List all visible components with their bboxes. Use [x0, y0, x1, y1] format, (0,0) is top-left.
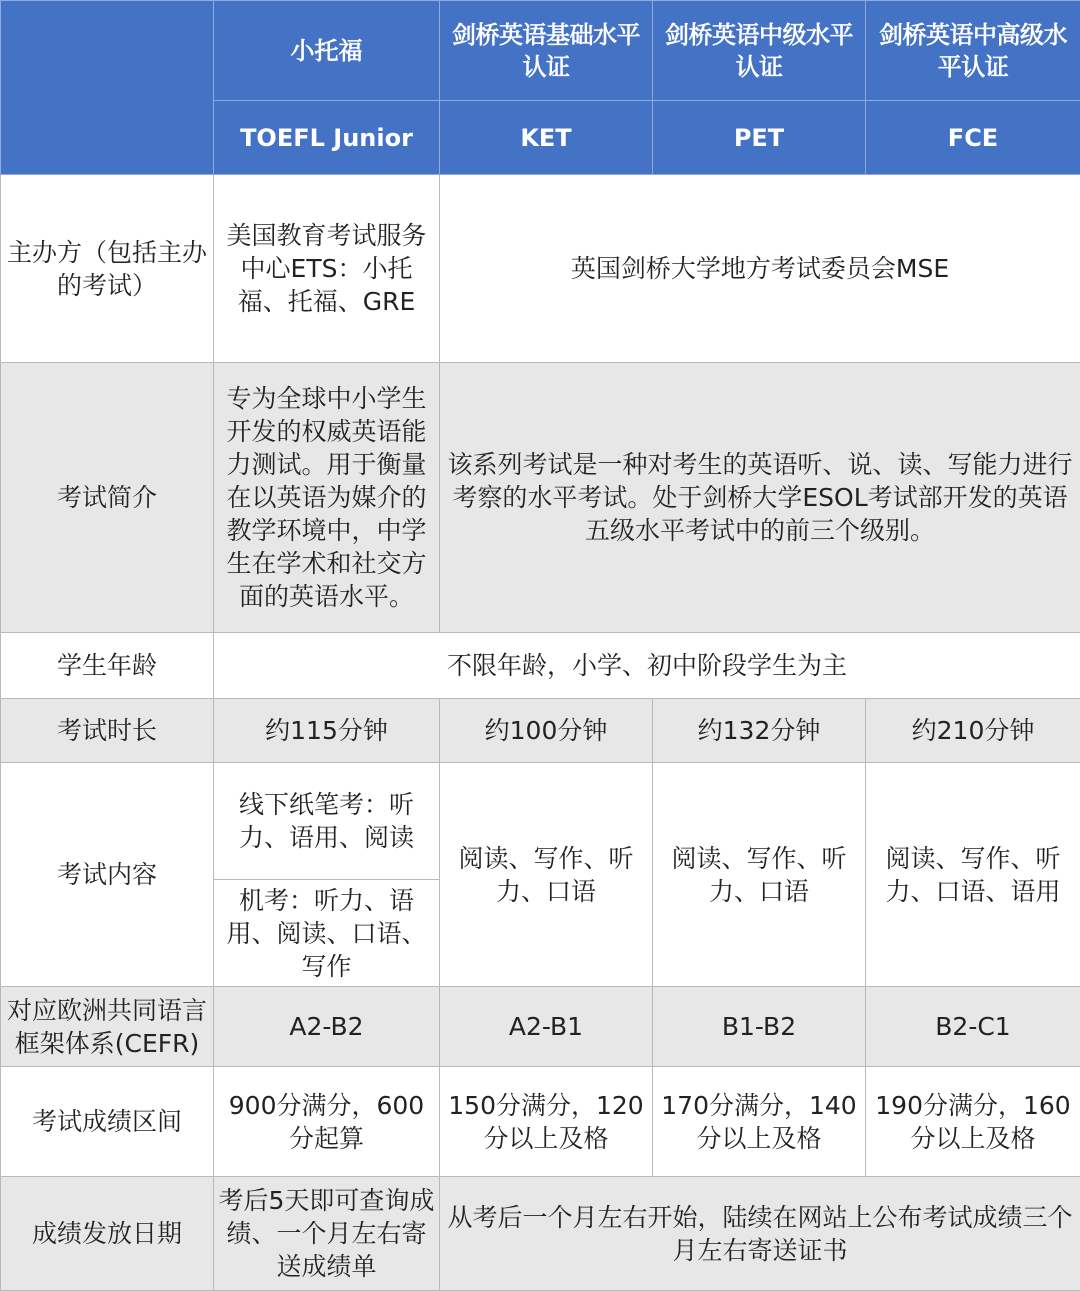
duration-label: 考试时长: [1, 699, 214, 763]
cefr-pet: B1-B2: [653, 987, 866, 1067]
release-toefl: 考后5天即可查询成绩、一个月左右寄送成绩单: [214, 1177, 440, 1291]
content-toefl-paper: 线下纸笔考：听力、语用、阅读: [214, 763, 440, 880]
organizer-toefl: 美国教育考试服务中心ETS：小托福、托福、GRE: [214, 175, 440, 363]
header-ket-en: KET: [440, 101, 653, 175]
cefr-toefl: A2-B2: [214, 987, 440, 1067]
content-toefl-computer: 机考：听力、语用、阅读、口语、写作: [214, 880, 440, 987]
content-fce: 阅读、写作、听力、口语、语用: [866, 763, 1080, 987]
duration-toefl: 约115分钟: [214, 699, 440, 763]
release-label: 成绩发放日期: [1, 1177, 214, 1291]
age-label: 学生年龄: [1, 633, 214, 699]
content-ket: 阅读、写作、听力、口语: [440, 763, 653, 987]
cefr-ket: A2-B1: [440, 987, 653, 1067]
header-toefl-en: TOEFL Junior: [214, 101, 440, 175]
header-toefl-cn: 小托福: [214, 1, 440, 101]
header-fce-en: FCE: [866, 101, 1080, 175]
release-cambridge: 从考后一个月左右开始，陆续在网站上公布考试成绩三个月左右寄送证书: [440, 1177, 1080, 1291]
content-label: 考试内容: [1, 763, 214, 987]
score-pet: 170分满分，140分以上及格: [653, 1067, 866, 1177]
organizer-cambridge: 英国剑桥大学地方考试委员会MSE: [440, 175, 1080, 363]
header-pet-cn: 剑桥英语中级水平认证: [653, 1, 866, 101]
header-ket-cn: 剑桥英语基础水平认证: [440, 1, 653, 101]
header-corner-cell: [1, 1, 214, 175]
duration-pet: 约132分钟: [653, 699, 866, 763]
cefr-label: 对应欧洲共同语言框架体系(CEFR): [1, 987, 214, 1067]
cefr-fce: B2-C1: [866, 987, 1080, 1067]
intro-label: 考试简介: [1, 363, 214, 633]
header-fce-cn: 剑桥英语中高级水平认证: [866, 1, 1080, 101]
score-ket: 150分满分，120分以上及格: [440, 1067, 653, 1177]
score-label: 考试成绩区间: [1, 1067, 214, 1177]
intro-toefl: 专为全球中小学生开发的权威英语能力测试。用于衡量在以英语为媒介的教学环境中，中学生在学术和社交方面的英语水平。: [214, 363, 440, 633]
duration-ket: 约100分钟: [440, 699, 653, 763]
score-fce: 190分满分，160分以上及格: [866, 1067, 1080, 1177]
score-toefl: 900分满分，600分起算: [214, 1067, 440, 1177]
intro-cambridge: 该系列考试是一种对考生的英语听、说、读、写能力进行考察的水平考试。处于剑桥大学ESOL考试部开发的英语五级水平考试中的前三个级别。: [440, 363, 1080, 633]
organizer-label: 主办方（包括主办的考试）: [1, 175, 214, 363]
age-value: 不限年龄，小学、初中阶段学生为主: [214, 633, 1080, 699]
content-pet: 阅读、写作、听力、口语: [653, 763, 866, 987]
header-pet-en: PET: [653, 101, 866, 175]
duration-fce: 约210分钟: [866, 699, 1080, 763]
